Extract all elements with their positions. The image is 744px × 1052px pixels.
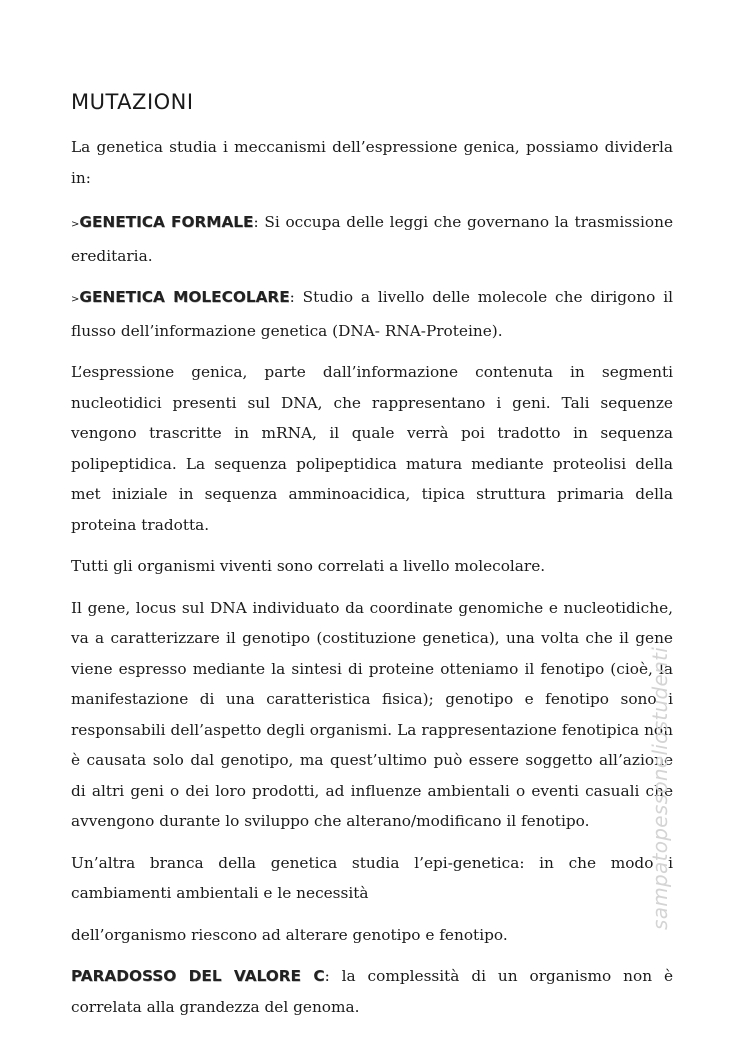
expression-paragraph: L’espressione genica, parte dall’informazione contenuta in segmenti nucleotidici presenti sul DNA, che rappresentano i geni. Tali sequenze vengono trascritte in mRNA, il quale verrà poi tradotto in sequenza polipeptidica. La sequenza polipeptidica matura mediante proteolisi della met iniziale in sequenza amminoacidica, tipica struttura primaria della proteina tradotta. [71, 363, 673, 534]
bullet-marker: > [71, 294, 80, 305]
watermark: sampatopessoneliostudenti [648, 646, 672, 930]
genetica-molecolare-paragraph [71, 282, 673, 346]
intro-paragraph: La genetica studia i meccanismi dell’espressione genica, possiamo dividerla in: [71, 138, 673, 187]
term-genetica-formale: GENETICA FORMALE [79, 213, 254, 231]
term-paradosso-valore-c: PARADOSSO DEL VALORE C [71, 967, 325, 985]
paradox-text: : la complessità di un organismo non è correlata alla grandezza del genoma. [71, 967, 673, 1016]
paradox-paragraph [71, 961, 673, 1022]
genetica-formale-text: : Si occupa delle leggi che governano la trasmissione ereditaria. [71, 213, 674, 265]
organisms-paragraph: Tutti gli organismi viventi sono correlati a livello molecolare. [71, 557, 546, 575]
term-genetica-molecolare: GENETICA MOLECOLARE [79, 288, 290, 306]
genetica-molecolare-text: : Studio a livello delle molecole che dirigono il flusso dell’informazione genetica (DNA- RNA-Proteine). [71, 288, 673, 340]
bullet-marker: > [71, 219, 80, 230]
document-body [71, 132, 673, 1033]
epigenetics-continuation: dell’organismo riescono ad alterare genotipo e fenotipo. [71, 925, 508, 944]
genetica-formale-paragraph [71, 207, 673, 271]
gene-paragraph: Il gene, locus sul DNA individuato da coordinate genomiche e nucleotidiche, va a caratterizzare il genotipo (costituzione genetica), una volta che il gene viene espresso mediante la sintesi di proteine otteniamo il fenotipo (cioè, la manifestazione di una caratteristica fisica); genotipo e fenotipo sono i responsabili dell’aspetto degli organismi. La rappresentazione fenotipica non è causata solo dal genotipo, ma quest’ultimo può essere soggetto all’azione di altri geni o dei loro prodotti, ad influenze ambientali o eventi casuali che avvengono durante lo sviluppo che alterano/modificano il fenotipo. [71, 598, 673, 830]
epigenetics-paragraph: Un’altra branca della genetica studia l’epi-genetica: in che modo i cambiamenti ambientali e le necessità [71, 853, 673, 902]
page-title: MUTAZIONI [71, 90, 194, 114]
